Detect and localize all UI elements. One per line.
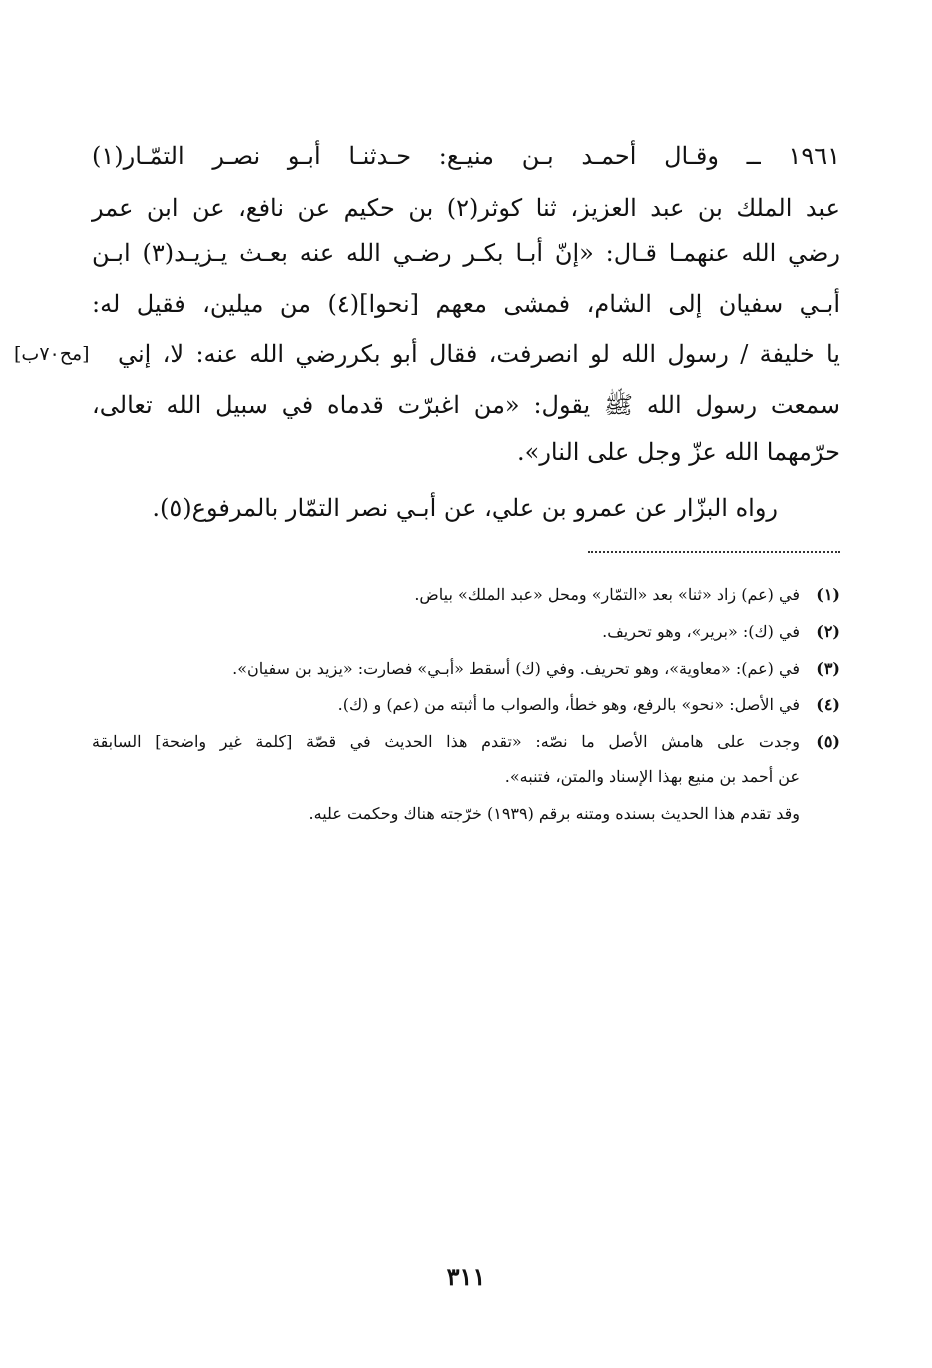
footnote-number: (٥) xyxy=(816,732,840,751)
footnote-2 xyxy=(92,621,840,643)
hadith-line-2: عبد الملك بن عبد العزيز، ثنا كوثر(٢) بن حكيم عن نافع، عن ابن عمر xyxy=(92,194,840,222)
footnote-text: في (عم): «معاوية»، وهو تحريف. وفي (ك) أسقط «أبـي» فصارت: «يزيد بن سفيان». xyxy=(232,659,800,678)
footnote-separator xyxy=(588,551,840,553)
hadith-line-7: حرّمهما الله عزّ وجل على النار». xyxy=(517,438,840,466)
footnote-4 xyxy=(92,694,840,716)
page-number: ٣١١ xyxy=(446,1262,486,1291)
footnote-text: وجدت على هامش الأصل ما نصّه: «تقدم هذا الحديث في قصّة [كلمة غير واضحة] السابقة xyxy=(92,732,800,751)
hadith-line-4: أبـي سفيان إلى الشام، فمشى معهم [نحوا](٤) من ميلين، فقيل له: xyxy=(92,290,840,318)
footnote-5-continuation: وقد تقدم هذا الحديث بسنده ومتنه برقم (١٩٣٩) خرّجته هناك وحكمت عليه. xyxy=(308,804,800,823)
hadith-line-5: يا خليفة / رسول الله لو انصرفت، فقال أبو بكررضي الله عنه: لا، إني xyxy=(118,340,840,368)
hadith-line-1: ١٩٦١ ــ وقـال أحمـد بـن منيـع: حـدثنـا أبـو نصـر التمّـار(١) xyxy=(92,142,840,170)
footnote-text: في الأصل: «نحو» بالرفع، وهو خطأ، والصواب ما أثبته من (عم) و (ك). xyxy=(337,695,800,714)
footnote-text: في (عم) زاد «ثنا» بعد «التمّار» ومحل «عبد الملك» بياض. xyxy=(414,585,800,604)
footnote-number: (٣) xyxy=(816,659,840,678)
footnote-text: في (ك): «برير»، وهو تحريف. xyxy=(602,622,800,641)
hadith-line-3: رضي الله عنهمـا قـال: «إنّ أبـا بكـر رضـي الله عنه بعـث يـزيـد(٣) ابـن xyxy=(92,239,840,267)
manuscript-margin-note: [مح٧٠ب] xyxy=(14,343,90,365)
footnote-number: (١) xyxy=(816,585,840,604)
hadith-source: رواه البزّار عن عمرو بن علي، عن أبـي نصر التمّار بالمرفوع(٥). xyxy=(152,494,778,522)
footnote-number: (٤) xyxy=(816,695,840,714)
footnote-5-continuation: عن أحمد بن منيع بهذا الإسناد والمتن، فتنبه». xyxy=(504,767,800,786)
footnote-number: (٢) xyxy=(816,622,840,641)
footnote-1 xyxy=(92,584,840,606)
hadith-line-6: سمعت رسول الله ﷺ يقول: «من اغبرّت قدماه في سبيل الله تعالى، xyxy=(92,391,840,419)
footnote-3 xyxy=(92,658,840,680)
footnote-5 xyxy=(92,731,840,753)
